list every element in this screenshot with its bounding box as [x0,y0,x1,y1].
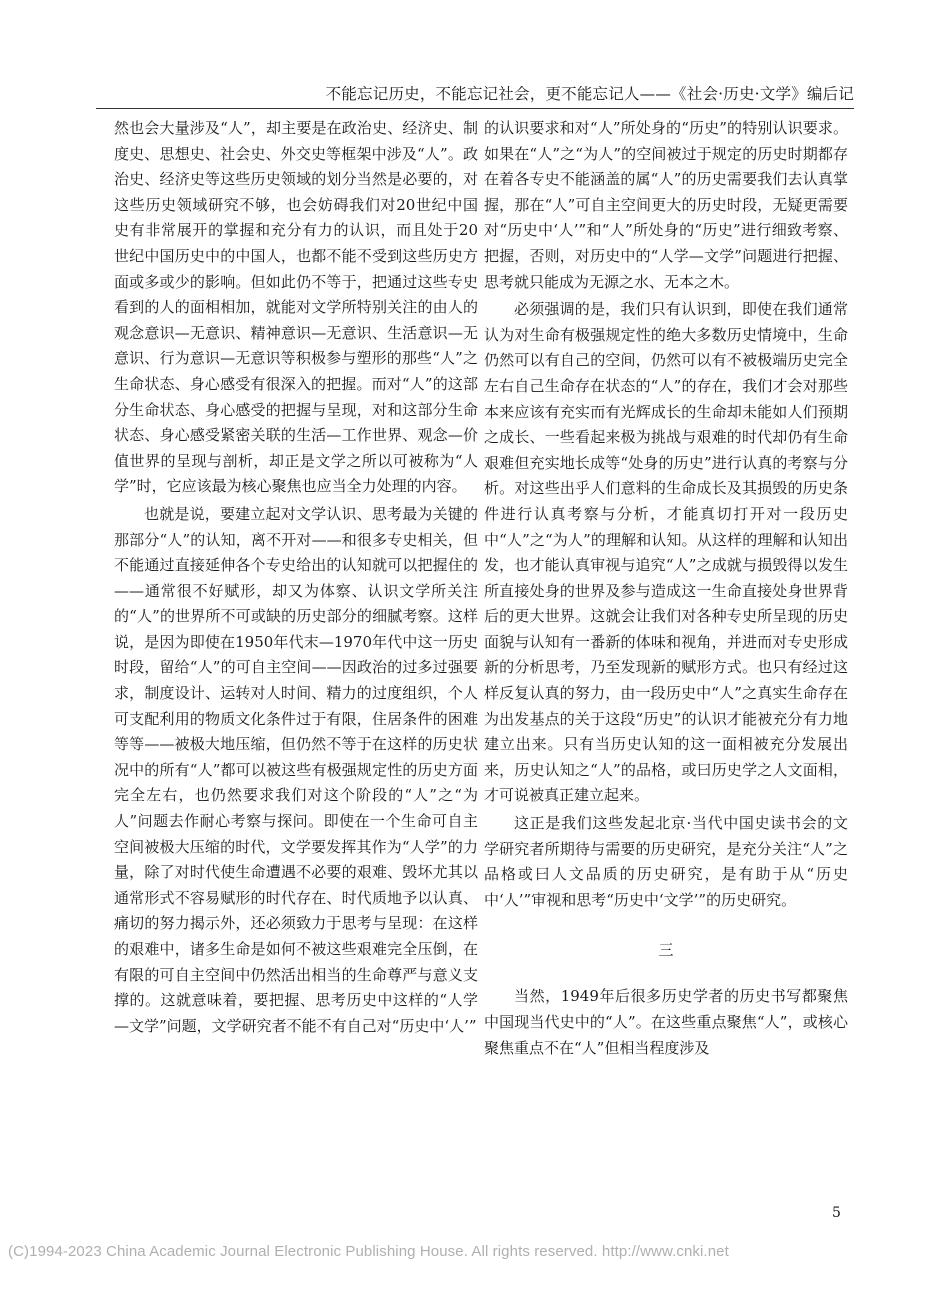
copyright-footer: (C)1994-2023 China Academic Journal Electronic Publishing House. All rights reserved. http://www.cnki.net [8,1243,729,1260]
right-paragraph-4: 当然，1949年后很多历史学者的历史书写都聚焦中国现当代史中的“人”。在这些重点聚焦“人”，或核心聚焦重点不在“人”但相当程度涉及 [484,987,848,1057]
right-paragraph-1: 的认识要求和对“人”所处身的“历史”的特别认识要求。如果在“人”之“为人”的空间被过于规定的历史时期都存在着各专史不能涵盖的属“人”的历史需要我们去认真掌握，那在“人”可自主空间更大的历史时段，无疑更需要对“历史中‘人’”和“人”所处身的“历史”进行细致考察、把握，否则，对历史中的“人学—文学”问题进行把握、思考就只能成为无源之水、无本之木。 [484,119,848,291]
right-paragraph-2: 必须强调的是，我们只有认识到，即使在我们通常认为对生命有极强规定性的绝大多数历史情境中，生命仍然可以有自己的空间，仍然可以有不被极端历史完全左右自己生命存在状态的“人”的存在，我们才会对那些本来应该有充实而有光辉成长的生命却未能如人们预期之成长、一些看起来极为挑战与艰难的时代却仍有生命艰难但充实地长成等“处身的历史”进行认真的考察与分析。对这些出乎人们意料的生命成长及其损毁的历史条件进行认真考察与分析，才能真切打开对一段历史中“人”之“为人”的理解和认知。从这样的理解和认知出发，也才能认真审视与追究“人”之成就与损毁得以发生所直接处身的世界及参与造成这一生命直接处身世界背后的更大世界。这就会让我们对各种专史所呈现的历史面貌与认知有一番新的体味和视角，并进而对专史形成新的分析思考，乃至发现新的赋形方式。也只有经过这样反复认真的努力，由一段历史中“人”之真实生命存在为出发基点的关于这段“历史”的认识才能被充分有力地建立出来。只有当历史认知的这一面相被充分发展出来，历史认知之“人”的品格，或曰历史学之人文面相，才可说被真正建立起来。 [484,300,848,805]
header-rule [96,108,854,109]
running-header: 不能忘记历史，不能忘记社会，更不能忘记人——《社会·历史·文学》编后记 [325,85,854,103]
right-column [484,116,848,1061]
right-paragraph-3: 这正是我们这些发起北京·当代中国史读书会的文学研究者所期待与需要的历史研究，是充分关注“人”之品格或曰人文品质的历史研究，是有助于从“历史中‘人’”审视和思考“历史中‘文学’”的历史研究。 [484,814,848,909]
left-paragraph-2: 也就是说，要建立起对文学认识、思考最为关键的那部分“人”的认知，离不开对——和很多专史相关，但不能通过直接延伸各个专史给出的认知就可以把握住的——通常很不好赋形，却又为体察、认识文学所关注的“人”的世界所不可或缺的历史部分的细腻考察。这样说，是因为即使在1950年代末—1970年代中这一历史时段，留给“人”的可自主空间——因政治的过多过强要求，制度设计、运转对人时间、精力的过度组织，个人可支配利用的物质文化条件过于有限，住居条件的困难等等——被极大地压缩，但仍然不等于在这样的历史状况中的所有“人”都可以被这些有极强规定性的历史方面完全左右，也仍然要求我们对这个阶段的“人”之“为人”问题去作耐心考察与探问。即使在一个生命可自主空间被极大压缩的时代，文学要发挥其作为“人学”的力量，除了对时代使生命遭遇不必要的艰难、毁坏尤其以通常形式不容易赋形的时代存在、时代质地予以认真、痛切的努力揭示外，还必须致力于思考与呈现：在这样的艰难中，诸多生命是如何不被这些艰难完全压倒，在有限的可自主空间中仍然活出相当的生命尊严与意义支撑的。这就意味着，要把握、思考历史中这样的“人学—文学”问题，文学研究者不能不有自己对“历史中‘人’” [114,504,478,1035]
left-paragraph-1: 然也会大量涉及“人”，却主要是在政治史、经济史、制度史、思想史、社会史、外交史等框架中涉及“人”。政治史、经济史等这些历史领域的划分当然是必要的，对这些历史领域研究不够，也会妨碍我们对20世纪中国史有非常展开的掌握和充分有力的认识，而且处于20世纪中国历史中的中国人，也都不能不受到这些历史方面或多或少的影响。但如此仍不等于，把通过这些专史看到的人的面相相加，就能对文学所特别关注的由人的观念意识—无意识、精神意识—无意识、生活意识—无意识、行为意识—无意识等积极参与塑形的那些“人”之生命状态、身心感受有很深入的把握。而对“人”的这部分生命状态、身心感受的把握与呈现，对和这部分生命状态、身心感受紧密关联的生活—工作世界、观念—价值世界的呈现与剖析，却正是文学之所以可被称为“人学”时，它应该最为核心聚焦也应当全力处理的内容。 [114,119,478,496]
left-column [114,116,478,1039]
section-marker: 三 [658,941,674,960]
page-number: 5 [832,1205,841,1221]
